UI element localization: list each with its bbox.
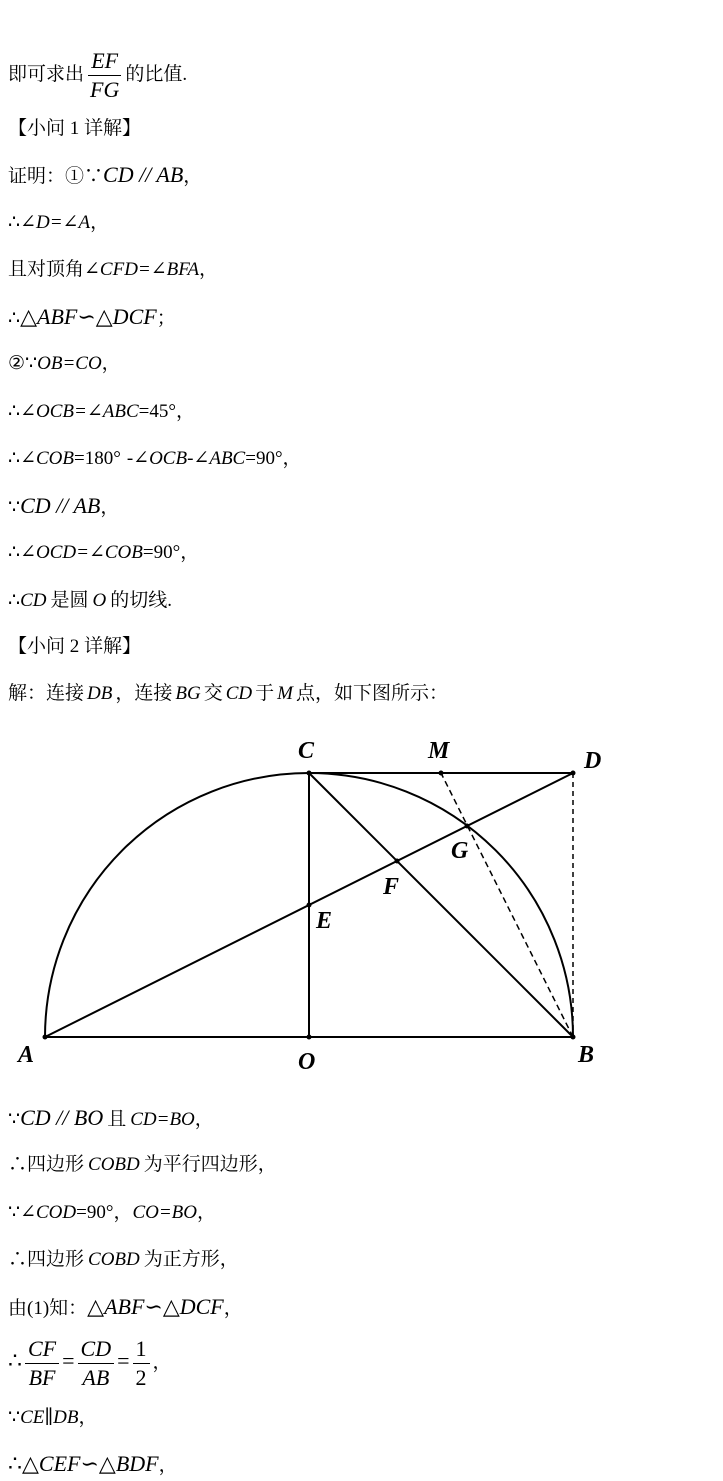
- line-angle-cod: [8, 1201, 216, 1225]
- line-construction: [8, 682, 448, 706]
- math: CD // AB: [103, 162, 184, 187]
- math: CD: [20, 590, 47, 611]
- math: ∠D=∠A: [20, 212, 91, 233]
- fraction-numerator: CD: [78, 1336, 115, 1364]
- line-ob-co: [8, 352, 121, 376]
- fraction-numerator: 1: [133, 1336, 150, 1364]
- math: OB=CO: [37, 353, 102, 374]
- text: =90°，: [245, 448, 302, 469]
- text: =90°，: [76, 1202, 133, 1223]
- text: ，: [90, 212, 110, 233]
- fraction-numerator: CF: [25, 1336, 59, 1364]
- math: △ABF∽△DCF: [87, 1294, 224, 1319]
- math: O: [92, 590, 107, 611]
- point-f: [395, 859, 400, 864]
- point-b: [571, 1035, 576, 1040]
- label-g: G: [451, 838, 469, 864]
- because-symbol: ∵: [8, 1407, 21, 1428]
- math: CD // AB: [20, 493, 101, 518]
- math: BG: [175, 683, 201, 704]
- point-a: [43, 1035, 48, 1040]
- math: CO=BO: [132, 1202, 198, 1223]
- fraction-one-half: [133, 1336, 150, 1391]
- segment-cb: [309, 773, 573, 1037]
- math: CD // BO: [20, 1105, 104, 1130]
- text: 由(1)知：: [8, 1298, 88, 1319]
- math: CE∥DB: [20, 1407, 79, 1428]
- text: ，: [197, 1202, 217, 1223]
- equals: =: [117, 1347, 130, 1373]
- text: 为正方形，: [143, 1249, 239, 1270]
- therefore-symbol: ∴: [8, 1347, 22, 1373]
- text: ，: [78, 1407, 98, 1428]
- text: ②∵: [8, 353, 38, 374]
- therefore-symbol: ∴: [8, 1451, 22, 1476]
- math: M: [277, 683, 293, 704]
- fraction-denominator: AB: [82, 1365, 110, 1390]
- text: 是圆: [50, 590, 89, 611]
- math: ∠COD: [20, 1202, 77, 1223]
- line-similar-triangles: [8, 305, 176, 331]
- math: ∠CFD=∠BFA: [84, 259, 200, 280]
- because-symbol: ∵: [8, 1202, 21, 1223]
- text: 的切线.: [110, 590, 173, 611]
- text: ；: [156, 308, 176, 329]
- math: -∠OCB-∠ABC: [126, 448, 246, 469]
- line-ratio-intro: [8, 48, 187, 103]
- therefore-symbol: ∴: [8, 1249, 28, 1270]
- therefore-symbol: ∴: [8, 308, 21, 329]
- text: 四边形: [27, 1154, 85, 1175]
- line-cd-bo: [8, 1106, 214, 1132]
- therefore-symbol: ∴: [8, 212, 21, 233]
- line-parallelogram: [8, 1153, 277, 1177]
- label-m: M: [428, 738, 450, 764]
- point-e: [307, 903, 312, 908]
- fraction-cf-bf: [25, 1336, 59, 1391]
- text: 即可求出: [8, 63, 85, 85]
- line-angle-45: [8, 400, 195, 424]
- text: 且对顶角: [8, 259, 85, 280]
- fraction-denominator: 2: [135, 1365, 147, 1390]
- math: CD: [225, 683, 253, 704]
- math: COBD: [88, 1249, 140, 1270]
- label-e: E: [316, 908, 333, 934]
- line-square: [8, 1248, 239, 1272]
- text: =180°: [74, 448, 121, 469]
- label-a: A: [18, 1042, 35, 1068]
- fraction-numerator: EF: [88, 48, 121, 76]
- point-m: [439, 771, 444, 776]
- geometry-diagram: [0, 728, 723, 1080]
- point-g: [465, 824, 470, 829]
- fraction-denominator: BF: [28, 1365, 56, 1390]
- label-d: D: [584, 748, 602, 774]
- text: ，连接: [115, 683, 173, 704]
- text: ，: [199, 259, 219, 280]
- fraction-cd-ab: [78, 1336, 115, 1391]
- because-symbol: ∵: [8, 497, 21, 518]
- line-from-part1: [8, 1295, 243, 1321]
- text: 交: [203, 683, 223, 704]
- line-similar-cef-bdf: [8, 1452, 178, 1478]
- line-proof-start: [8, 163, 202, 189]
- text: 证明：①∵: [8, 166, 104, 187]
- math: ∠OCB=∠ABC: [20, 401, 139, 422]
- fraction-denominator: FG: [90, 77, 120, 102]
- math: △CEF∽△BDF: [22, 1451, 159, 1476]
- line-tangent-conclusion: [8, 589, 172, 613]
- text: ，: [158, 1455, 178, 1476]
- segment-bm-dashed: [441, 773, 573, 1037]
- point-c: [307, 771, 312, 776]
- fraction-ef-fg: [87, 48, 122, 103]
- therefore-symbol: ∴: [8, 448, 21, 469]
- text: 的比值.: [125, 63, 188, 85]
- therefore-symbol: ∴: [8, 542, 21, 563]
- math: DB: [87, 683, 113, 704]
- math: △ABF∽△DCF: [20, 304, 157, 329]
- text: ，: [100, 497, 120, 518]
- label-o: O: [298, 1049, 316, 1075]
- line-cd-parallel-ab: [8, 494, 119, 520]
- label-b: B: [578, 1042, 595, 1068]
- text: =45°，: [138, 401, 195, 422]
- text: 于: [255, 683, 275, 704]
- line-angle-ocd: [8, 541, 199, 565]
- text: ，: [152, 1351, 172, 1373]
- label-f: F: [383, 874, 400, 900]
- section-heading-part1: 【小问 1 详解】: [8, 118, 142, 139]
- line-vertical-angles: [8, 258, 218, 282]
- text: ，: [101, 353, 121, 374]
- math: COBD: [88, 1154, 140, 1175]
- therefore-symbol: ∴: [8, 590, 21, 611]
- line-ratio-equation: [8, 1336, 172, 1391]
- line-angle-d-a: [8, 211, 109, 235]
- text: 解：连接: [8, 683, 85, 704]
- therefore-symbol: ∴: [8, 1154, 28, 1175]
- equals: =: [62, 1347, 75, 1373]
- text: =90°，: [142, 542, 200, 563]
- line-ce-parallel-db: [8, 1406, 98, 1430]
- math: ∠COB: [20, 448, 75, 469]
- math: CD=BO: [130, 1109, 195, 1130]
- text: ，: [194, 1109, 214, 1130]
- therefore-symbol: ∴: [8, 401, 21, 422]
- text: ，: [223, 1298, 243, 1319]
- text: 四边形: [27, 1249, 85, 1270]
- text: ，: [183, 166, 203, 187]
- text: 点，如下图所示：: [295, 683, 448, 704]
- point-d: [571, 771, 576, 776]
- because-symbol: ∵: [8, 1109, 21, 1130]
- label-c: C: [298, 738, 315, 764]
- line-angle-cob: [8, 447, 302, 471]
- text: 为平行四边形，: [143, 1154, 277, 1175]
- section-heading-part2: 【小问 2 详解】: [8, 636, 142, 657]
- text: 且: [107, 1109, 127, 1130]
- point-o: [307, 1035, 312, 1040]
- math: ∠OCD=∠COB: [20, 542, 143, 563]
